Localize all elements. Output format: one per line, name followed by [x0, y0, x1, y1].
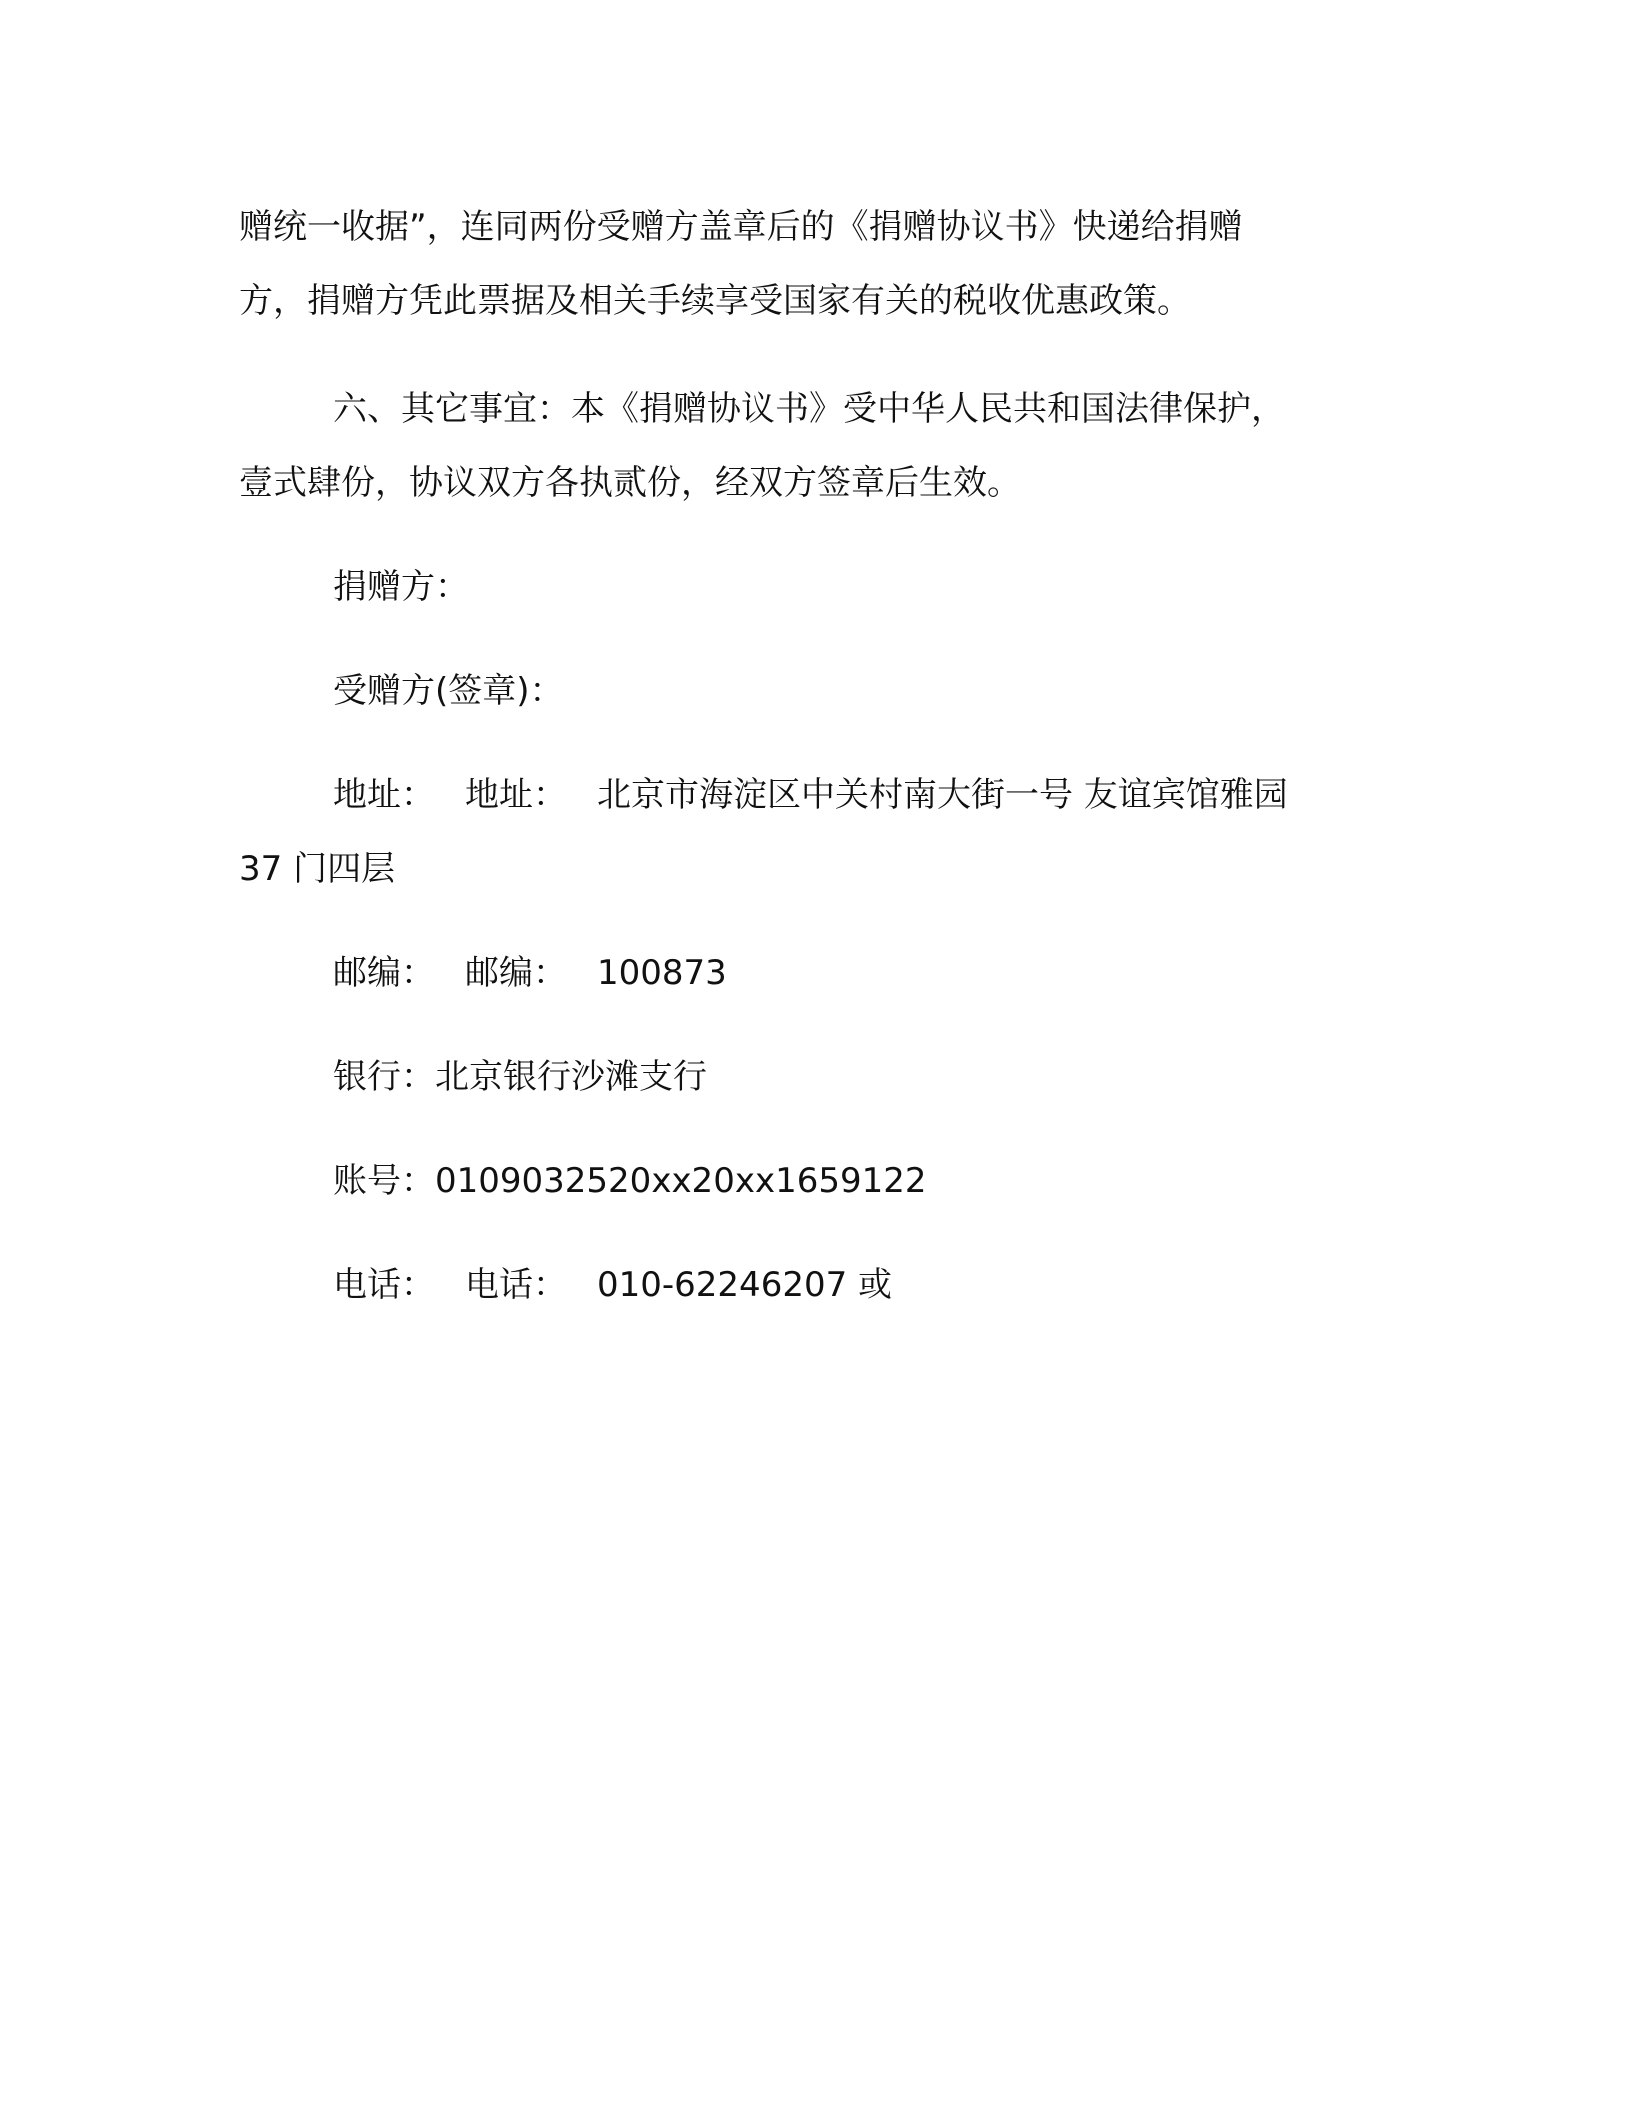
paragraph-receipt	[239, 190, 1359, 338]
paragraph-line: 赠统一收据”，连同两份受赠方盖章后的《捐赠协议书》快递给捐赠	[239, 207, 1243, 247]
address-field	[239, 758, 1359, 906]
phone-value: 010-62246207 或	[597, 1265, 893, 1305]
address-line	[239, 758, 1359, 832]
recipient-label: 受赠方(签章)：	[333, 671, 564, 711]
postcode-label: 邮编：	[333, 953, 435, 993]
paragraph-line: 方，捐赠方凭此票据及相关手续享受国家有关的税收优惠政策。	[239, 281, 1191, 321]
donor-label: 捐赠方：	[333, 567, 469, 607]
phone-label-repeat: 电话：	[465, 1265, 567, 1305]
account-label: 账号：	[333, 1161, 435, 1201]
bank-field	[239, 1040, 1359, 1144]
address-label-repeat: 地址：	[465, 775, 567, 815]
phone-field	[239, 1248, 1359, 1352]
phone-label: 电话：	[333, 1265, 435, 1305]
paragraph-line: 壹式肆份，协议双方各执贰份，经双方签章后生效。	[239, 463, 1021, 503]
bank-value: 北京银行沙滩支行	[435, 1057, 707, 1097]
paragraph-line: 六、其它事宜：本《捐赠协议书》受中华人民共和国法律保护，	[333, 389, 1285, 429]
bank-label: 银行：	[333, 1057, 435, 1097]
recipient-field	[239, 654, 1359, 758]
account-field	[239, 1144, 1359, 1248]
account-value: 0109032520xx20xx1659122	[435, 1161, 927, 1201]
paragraph-other-matters	[239, 372, 1359, 520]
postcode-label-repeat: 邮编：	[465, 953, 567, 993]
address-value-continued: 37 门四层	[239, 849, 396, 889]
address-label: 地址：	[333, 775, 435, 815]
postcode-value: 100873	[597, 953, 727, 993]
postcode-field	[239, 936, 1359, 1040]
document-body	[239, 190, 1359, 1352]
donor-field	[239, 550, 1359, 654]
address-value: 北京市海淀区中关村南大街一号 友谊宾馆雅园	[597, 775, 1288, 815]
